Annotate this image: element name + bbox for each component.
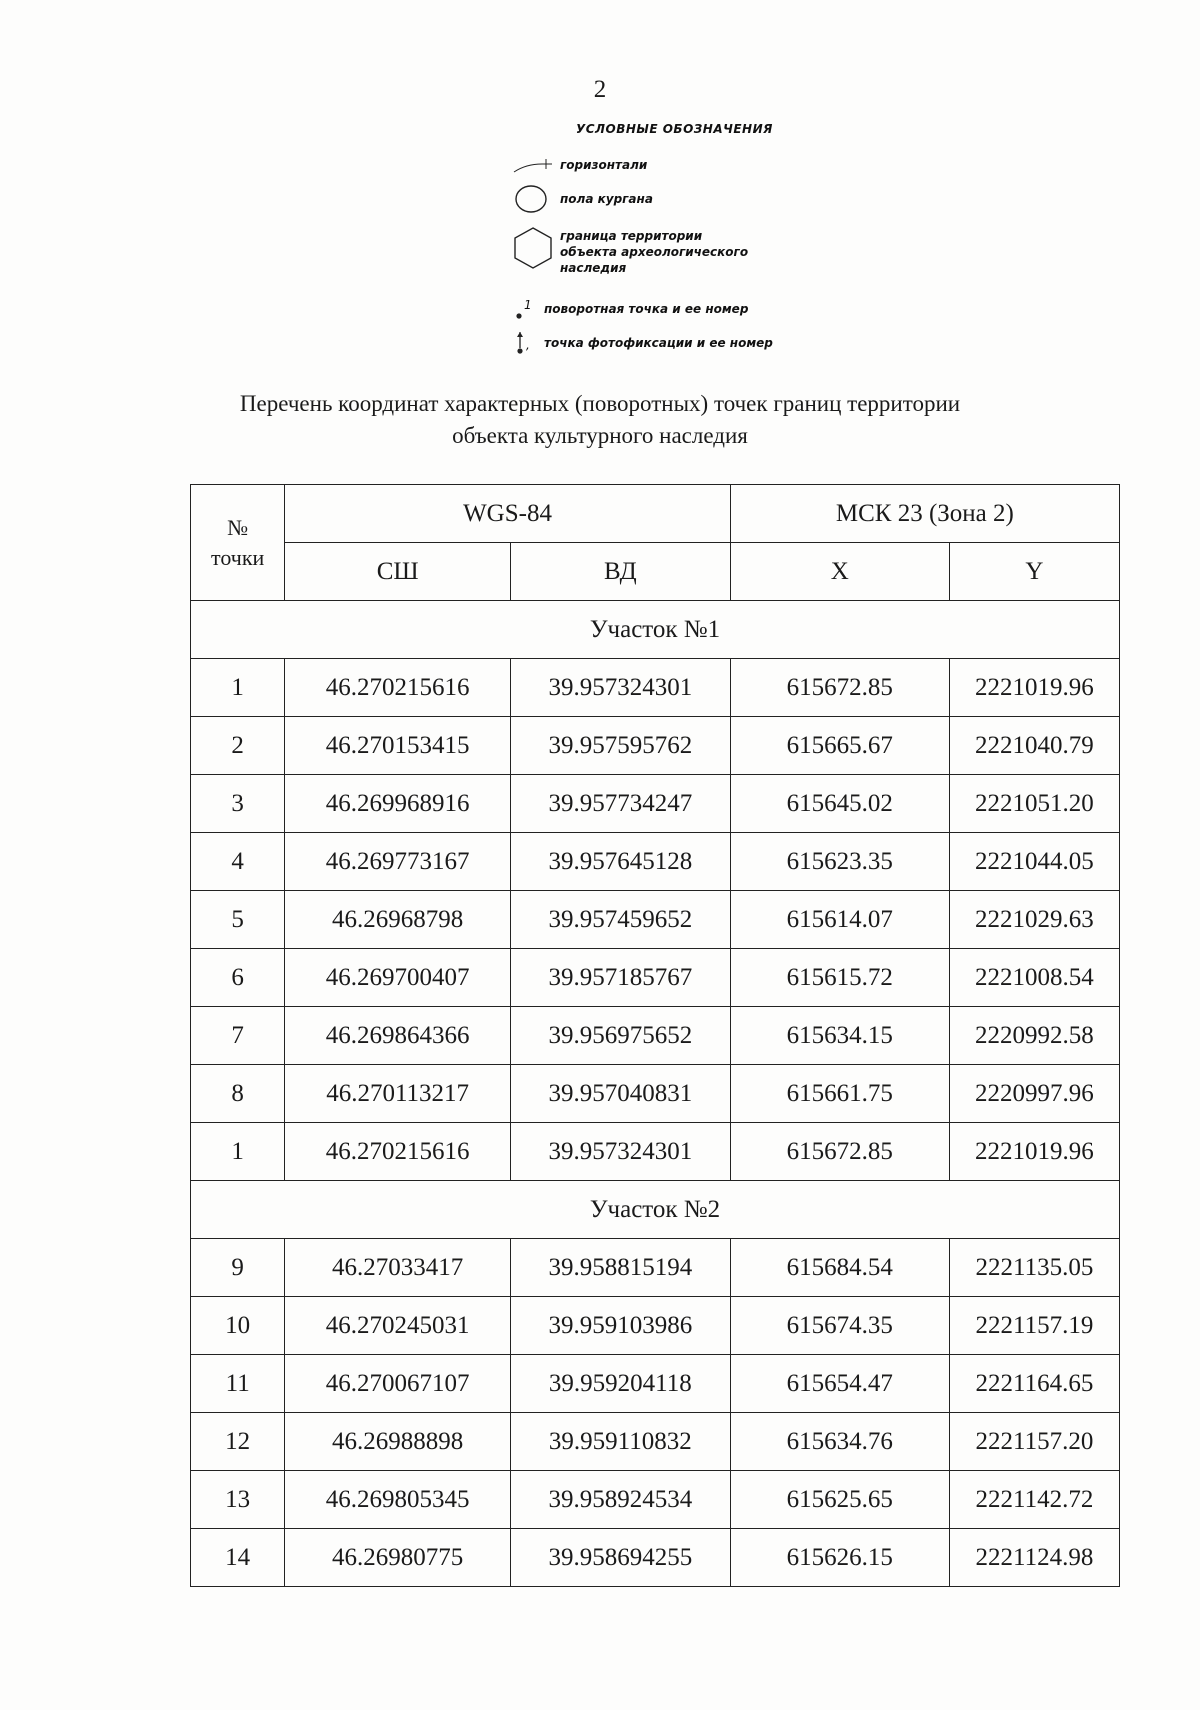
table-row	[191, 1471, 1120, 1529]
table-row	[191, 1413, 1120, 1471]
cell-y: 2221135.05	[949, 1239, 1119, 1297]
cell-x: 615614.07	[730, 891, 949, 949]
cell-lat: 46.270113217	[285, 1065, 511, 1123]
cell-x: 615674.35	[730, 1297, 949, 1355]
cell-lat: 46.270245031	[285, 1297, 511, 1355]
table-row	[191, 891, 1120, 949]
cell-lon: 39.957645128	[510, 833, 730, 891]
table-row	[191, 833, 1120, 891]
cell-n: 10	[191, 1297, 285, 1355]
cell-lon: 39.957324301	[510, 1123, 730, 1181]
cell-n: 1	[191, 659, 285, 717]
cell-y: 2221051.20	[949, 775, 1119, 833]
cell-lon: 39.959110832	[510, 1413, 730, 1471]
cell-lat: 46.270153415	[285, 717, 511, 775]
table-header-row	[191, 485, 1120, 543]
cell-y: 2221008.54	[949, 949, 1119, 1007]
table-row	[191, 949, 1120, 1007]
section-title: Участок №2	[191, 1181, 1120, 1239]
cell-n: 11	[191, 1355, 285, 1413]
header-point-label: точки	[211, 544, 265, 570]
cell-x: 615661.75	[730, 1065, 949, 1123]
document-title	[0, 388, 1200, 452]
table-subheader-row	[191, 543, 1120, 601]
cell-lat: 46.270215616	[285, 659, 511, 717]
cell-n: 13	[191, 1471, 285, 1529]
legend-title: УСЛОВНЫЕ ОБОЗНАЧЕНИЯ	[576, 122, 773, 136]
header-point-number	[191, 485, 285, 601]
cell-lat: 46.270067107	[285, 1355, 511, 1413]
table-row	[191, 1355, 1120, 1413]
coordinates-table	[190, 484, 1120, 1587]
cell-y: 2220997.96	[949, 1065, 1119, 1123]
cell-x: 615645.02	[730, 775, 949, 833]
cell-lon: 39.958815194	[510, 1239, 730, 1297]
cell-y: 2221019.96	[949, 1123, 1119, 1181]
cell-lon: 39.957595762	[510, 717, 730, 775]
cell-x: 615672.85	[730, 659, 949, 717]
cell-y: 2221124.98	[949, 1529, 1119, 1587]
section-row	[191, 1181, 1120, 1239]
header-y: Y	[949, 543, 1119, 601]
cell-lon: 39.958924534	[510, 1471, 730, 1529]
cell-lon: 39.959204118	[510, 1355, 730, 1413]
table-row	[191, 1065, 1120, 1123]
cell-n: 2	[191, 717, 285, 775]
legend-label-photo-point: точка фотофиксации и ее номер	[544, 336, 773, 350]
table-row	[191, 717, 1120, 775]
cell-x: 615625.65	[730, 1471, 949, 1529]
cell-n: 8	[191, 1065, 285, 1123]
cell-x: 615623.35	[730, 833, 949, 891]
header-msk23: МСК 23 (Зона 2)	[730, 485, 1119, 543]
cell-x: 615684.54	[730, 1239, 949, 1297]
contour-line-icon	[512, 158, 552, 178]
cell-lon: 39.957040831	[510, 1065, 730, 1123]
cell-lon: 39.957185767	[510, 949, 730, 1007]
cell-lat: 46.269773167	[285, 833, 511, 891]
cell-y: 2221029.63	[949, 891, 1119, 949]
cell-lat: 46.27033417	[285, 1239, 511, 1297]
cell-y: 2221044.05	[949, 833, 1119, 891]
cell-x: 615634.15	[730, 1007, 949, 1065]
turn-point-number: 1	[524, 298, 532, 312]
table-body	[191, 601, 1120, 1587]
cell-x: 615634.76	[730, 1413, 949, 1471]
table-row	[191, 1123, 1120, 1181]
photo-point-number: ,	[526, 338, 530, 352]
cell-lon: 39.959103986	[510, 1297, 730, 1355]
circle-icon	[514, 184, 548, 214]
page-number: 2	[593, 76, 607, 103]
cell-y: 2221040.79	[949, 717, 1119, 775]
table-row	[191, 1529, 1120, 1587]
cell-lon: 39.957459652	[510, 891, 730, 949]
cell-lat: 46.269864366	[285, 1007, 511, 1065]
cell-lon: 39.958694255	[510, 1529, 730, 1587]
cell-lat: 46.269805345	[285, 1471, 511, 1529]
header-wgs84: WGS-84	[285, 485, 730, 543]
cell-lat: 46.269968916	[285, 775, 511, 833]
header-latitude: СШ	[285, 543, 511, 601]
cell-n: 6	[191, 949, 285, 1007]
cell-lon: 39.956975652	[510, 1007, 730, 1065]
cell-n: 1	[191, 1123, 285, 1181]
cell-y: 2221157.20	[949, 1413, 1119, 1471]
cell-y: 2220992.58	[949, 1007, 1119, 1065]
cell-n: 5	[191, 891, 285, 949]
legend-label-contours: горизонтали	[560, 158, 648, 172]
document-title-line2: объекта культурного наследия	[452, 423, 748, 448]
document-title-line1: Перечень координат характерных (поворотных) точек границ территории	[239, 391, 961, 416]
table-row	[191, 1007, 1120, 1065]
header-longitude: ВД	[510, 543, 730, 601]
section-title: Участок №1	[191, 601, 1120, 659]
cell-n: 3	[191, 775, 285, 833]
cell-n: 4	[191, 833, 285, 891]
table-row	[191, 1297, 1120, 1355]
cell-lon: 39.957324301	[510, 659, 730, 717]
cell-n: 7	[191, 1007, 285, 1065]
cell-lat: 46.270215616	[285, 1123, 511, 1181]
table-row	[191, 775, 1120, 833]
cell-y: 2221019.96	[949, 659, 1119, 717]
cell-x: 615615.72	[730, 949, 949, 1007]
cell-y: 2221157.19	[949, 1297, 1119, 1355]
cell-x: 615626.15	[730, 1529, 949, 1587]
table-row	[191, 1239, 1120, 1297]
cell-y: 2221164.65	[949, 1355, 1119, 1413]
header-x: X	[730, 543, 949, 601]
cell-x: 615665.67	[730, 717, 949, 775]
hexagon-icon	[512, 226, 554, 270]
cell-lat: 46.26968798	[285, 891, 511, 949]
photo-point-icon	[514, 330, 534, 356]
legend-label-turn-point: поворотная точка и ее номер	[544, 302, 749, 316]
legend-label-boundary: граница территории объекта археологического наследия	[560, 229, 749, 275]
cell-n: 14	[191, 1529, 285, 1587]
cell-lat: 46.269700407	[285, 949, 511, 1007]
table-row	[191, 659, 1120, 717]
cell-x: 615654.47	[730, 1355, 949, 1413]
cell-lat: 46.26980775	[285, 1529, 511, 1587]
cell-x: 615672.85	[730, 1123, 949, 1181]
cell-lat: 46.26988898	[285, 1413, 511, 1471]
cell-lon: 39.957734247	[510, 775, 730, 833]
legend-label-kurgan: пола кургана	[560, 192, 653, 206]
header-number-sign: №	[227, 514, 249, 540]
cell-n: 9	[191, 1239, 285, 1297]
section-row	[191, 601, 1120, 659]
cell-n: 12	[191, 1413, 285, 1471]
cell-y: 2221142.72	[949, 1471, 1119, 1529]
